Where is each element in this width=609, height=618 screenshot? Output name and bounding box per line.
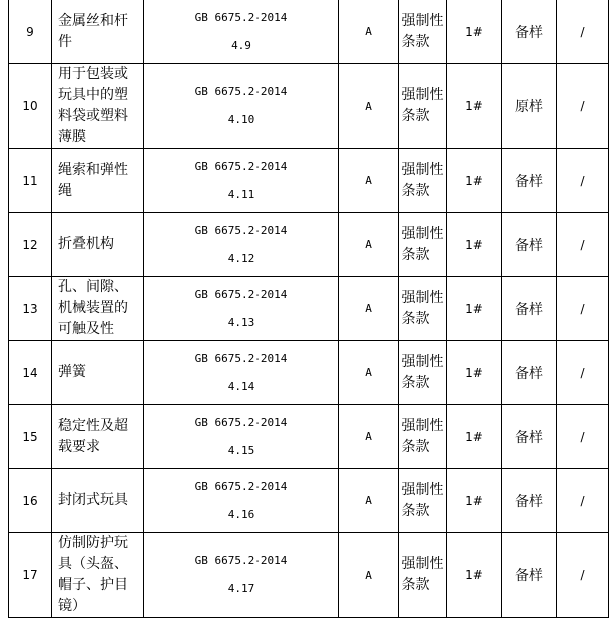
row-number: 14 — [9, 341, 52, 405]
clause-number: 4.12 — [227, 251, 255, 265]
grade: A — [339, 0, 399, 64]
grade: A — [339, 469, 399, 533]
inspection-table — [8, 0, 609, 618]
standard-clause — [144, 405, 339, 469]
item-name: 稳定性及超载要求 — [52, 405, 144, 469]
item-name: 折叠机构 — [52, 213, 144, 277]
standard-code: GB 6675.2-2014 — [194, 85, 288, 98]
row-number: 15 — [9, 405, 52, 469]
clause-type — [399, 533, 447, 618]
sample-id: 1# — [447, 0, 502, 64]
grade: A — [339, 149, 399, 213]
clause-type — [399, 0, 447, 64]
sample-source: 备样 — [502, 0, 557, 64]
standard-clause — [144, 64, 339, 149]
note: / — [557, 64, 609, 149]
clause-type-text: 强制性条款 — [401, 161, 444, 199]
sample-source: 备样 — [502, 469, 557, 533]
clause-number: 4.9 — [231, 38, 251, 52]
standard-clause — [144, 533, 339, 618]
row-number: 9 — [9, 0, 52, 64]
grade: A — [339, 405, 399, 469]
item-name: 金属丝和杆件 — [52, 0, 144, 64]
item-name: 孔、间隙、机械装置的可触及性 — [52, 277, 144, 341]
standard-clause — [144, 149, 339, 213]
table-row — [9, 0, 609, 64]
sample-id: 1# — [447, 277, 502, 341]
row-number: 13 — [9, 277, 52, 341]
sample-source: 备样 — [502, 405, 557, 469]
clause-type-text: 强制性条款 — [401, 353, 444, 391]
table-row — [9, 469, 609, 533]
clause-number: 4.13 — [227, 315, 255, 329]
clause-type-text: 强制性条款 — [401, 289, 444, 327]
row-number: 12 — [9, 213, 52, 277]
note: / — [557, 277, 609, 341]
note: / — [557, 149, 609, 213]
standard-clause — [144, 213, 339, 277]
row-number: 11 — [9, 149, 52, 213]
grade: A — [339, 277, 399, 341]
sample-source: 备样 — [502, 277, 557, 341]
sample-id: 1# — [447, 64, 502, 149]
standard-code: GB 6675.2-2014 — [194, 415, 288, 429]
item-name: 仿制防护玩具（头盔、帽子、护目镜） — [52, 533, 144, 618]
sample-source: 原样 — [502, 64, 557, 149]
table-row — [9, 213, 609, 277]
clause-type — [399, 213, 447, 277]
table-row — [9, 341, 609, 405]
note: / — [557, 533, 609, 618]
standard-code: GB 6675.2-2014 — [194, 159, 288, 173]
note: / — [557, 469, 609, 533]
clause-type — [399, 64, 447, 149]
sample-id: 1# — [447, 469, 502, 533]
item-name: 绳索和弹性绳 — [52, 149, 144, 213]
table-row — [9, 533, 609, 618]
clause-type-text: 强制性条款 — [401, 12, 444, 50]
grade: A — [339, 64, 399, 149]
item-name: 封闭式玩具 — [52, 469, 144, 533]
note: / — [557, 0, 609, 64]
note: / — [557, 341, 609, 405]
clause-number: 4.16 — [227, 507, 255, 521]
table-row — [9, 405, 609, 469]
clause-number: 4.15 — [227, 443, 255, 457]
grade: A — [339, 533, 399, 618]
clause-type — [399, 149, 447, 213]
grade: A — [339, 213, 399, 277]
item-name: 弹簧 — [52, 341, 144, 405]
note: / — [557, 213, 609, 277]
clause-type — [399, 277, 447, 341]
clause-type-text: 强制性条款 — [401, 556, 444, 593]
row-number: 10 — [9, 64, 52, 149]
sample-id: 1# — [447, 149, 502, 213]
clause-type — [399, 405, 447, 469]
sample-source: 备样 — [502, 533, 557, 618]
clause-type — [399, 469, 447, 533]
sample-id: 1# — [447, 213, 502, 277]
standard-clause — [144, 277, 339, 341]
sample-id: 1# — [447, 405, 502, 469]
standard-code: GB 6675.2-2014 — [194, 351, 288, 365]
row-number: 17 — [9, 533, 52, 618]
sample-source: 备样 — [502, 149, 557, 213]
standard-clause — [144, 341, 339, 405]
clause-type-text: 强制性条款 — [401, 481, 444, 519]
standard-code: GB 6675.2-2014 — [194, 10, 288, 24]
clause-number: 4.14 — [227, 379, 255, 393]
standard-code: GB 6675.2-2014 — [194, 223, 288, 237]
grade: A — [339, 341, 399, 405]
sample-source: 备样 — [502, 213, 557, 277]
clause-number: 4.11 — [227, 187, 255, 201]
standard-code: GB 6675.2-2014 — [194, 287, 288, 301]
table-row — [9, 64, 609, 149]
sample-source: 备样 — [502, 341, 557, 405]
item-name: 用于包装或玩具中的塑料袋或塑料薄膜 — [52, 64, 144, 149]
note: / — [557, 405, 609, 469]
table-row — [9, 149, 609, 213]
clause-type-text: 强制性条款 — [401, 87, 444, 124]
standard-clause — [144, 0, 339, 64]
sample-id: 1# — [447, 533, 502, 618]
clause-type-text: 强制性条款 — [401, 225, 444, 263]
standard-code: GB 6675.2-2014 — [194, 554, 288, 567]
standard-code: GB 6675.2-2014 — [194, 479, 288, 493]
clause-type-text: 强制性条款 — [401, 417, 444, 455]
table-row — [9, 277, 609, 341]
standard-clause — [144, 469, 339, 533]
clause-type — [399, 341, 447, 405]
clause-number: 4.10 — [227, 113, 255, 126]
clause-number: 4.17 — [227, 582, 255, 595]
sample-id: 1# — [447, 341, 502, 405]
row-number: 16 — [9, 469, 52, 533]
